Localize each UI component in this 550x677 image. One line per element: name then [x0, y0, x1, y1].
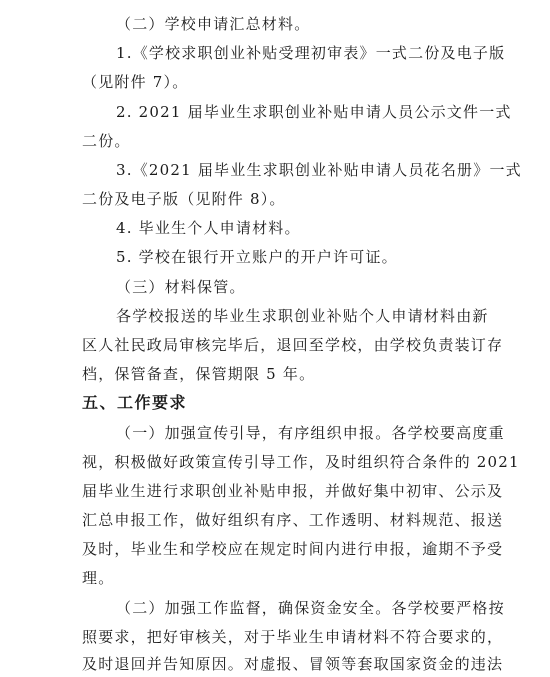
- list-item-1: 1.《学校求职创业补贴受理初审表》一式二份及电子版: [116, 44, 506, 62]
- paragraph-publicity-line-4: 汇总申报工作，做好组织有序、工作透明、材料规范、报送: [82, 511, 504, 529]
- list-item-4: 4. 毕业生个人申请材料。: [116, 219, 301, 237]
- list-item-1-cont: （见附件 7）。: [82, 73, 189, 91]
- subsection-heading-3: （三）材料保管。: [116, 278, 246, 296]
- paragraph-supervision-line-2: 照要求，把好审核关，对于毕业生申请材料不符合要求的，: [82, 628, 504, 646]
- paragraph-publicity-line-5: 及时，毕业生和学校应在规定时间内进行申报，逾期不予受: [82, 540, 504, 558]
- paragraph-storage-line-1: 各学校报送的毕业生求职创业补贴个人申请材料由新: [116, 307, 489, 325]
- paragraph-supervision-line-3: 及时退回并告知原因。对虚报、冒领等套取国家资金的违法: [82, 655, 504, 673]
- paragraph-publicity-line-1: （一）加强宣传引导，有序组织申报。各学校要高度重: [116, 424, 505, 442]
- paragraph-supervision-line-1: （二）加强工作监督，确保资金安全。各学校要严格按: [116, 599, 505, 617]
- section-heading-5: 五、工作要求: [82, 393, 188, 412]
- paragraph-publicity-line-3: 届毕业生进行求职创业补贴申报，并做好集中初审、公示及: [82, 482, 504, 500]
- paragraph-storage-line-2: 区人社民政局审核完毕后，退回至学校，由学校负责装订存: [82, 336, 504, 354]
- list-item-2: 2. 2021 届毕业生求职创业补贴申请人员公示文件一式: [116, 103, 512, 121]
- paragraph-publicity-line-2: 视，积极做好政策宣传引导工作，及时组织符合条件的 2021: [82, 453, 520, 471]
- list-item-3-cont: 二份及电子版（见附件 8）。: [82, 190, 286, 208]
- list-item-5: 5. 学校在银行开立账户的开户许可证。: [116, 248, 398, 266]
- paragraph-publicity-line-6: 理。: [82, 569, 115, 587]
- subsection-heading-2: （二）学校申请汇总材料。: [116, 15, 311, 33]
- list-item-3: 3.《2021 届毕业生求职创业补贴申请人员花名册》一式: [116, 161, 522, 179]
- list-item-2-cont: 二份。: [82, 132, 131, 150]
- paragraph-storage-line-3: 档，保管备查，保管期限 5 年。: [82, 365, 316, 383]
